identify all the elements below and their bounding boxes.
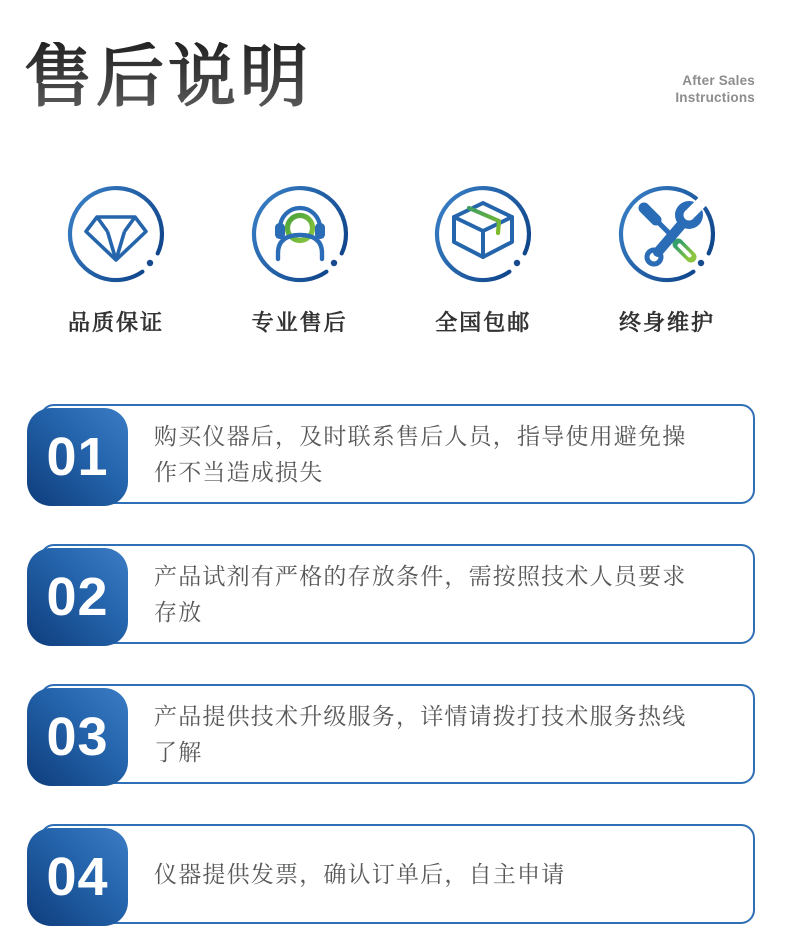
step-text: 产品提供技术升级服务，详情请拨打技术服务热线了解 (154, 703, 687, 765)
feature-shipping (423, 184, 543, 337)
step-text: 仪器提供发票，确认订单后，自主申请 (154, 861, 566, 887)
step-text: 产品试剂有严格的存放条件，需按照技术人员要求存放 (154, 563, 687, 625)
feature-maintenance (607, 184, 727, 337)
feature-label: 品质保证 (67, 310, 164, 335)
feature-label: 专业售后 (251, 310, 348, 335)
page-title: 售后说明 (24, 39, 313, 115)
header (24, 39, 755, 115)
step-item-4 (40, 824, 755, 924)
step-item-3 (40, 684, 755, 784)
feature-quality (56, 184, 176, 337)
feature-support (240, 184, 360, 337)
subtitle-line-2: Instructions (675, 90, 755, 105)
package-icon (433, 184, 533, 284)
diamond-icon (66, 184, 166, 284)
header-subtitle (675, 72, 755, 106)
step-number-badge: 04 (27, 828, 128, 926)
step-item-2 (40, 544, 755, 644)
step-number-badge: 03 (27, 688, 128, 786)
step-text: 购买仪器后，及时联系售后人员，指导使用避免操作不当造成损失 (154, 423, 687, 485)
feature-label: 终身维护 (618, 310, 715, 335)
step-item-1 (40, 404, 755, 504)
feature-label: 全国包邮 (435, 310, 532, 335)
steps-list (40, 404, 755, 931)
feature-row (0, 184, 790, 337)
subtitle-line-1: After Sales (682, 73, 755, 88)
headset-icon (250, 184, 350, 284)
step-number-badge: 01 (27, 408, 128, 506)
tools-icon (617, 184, 717, 284)
step-number-badge: 02 (27, 548, 128, 646)
